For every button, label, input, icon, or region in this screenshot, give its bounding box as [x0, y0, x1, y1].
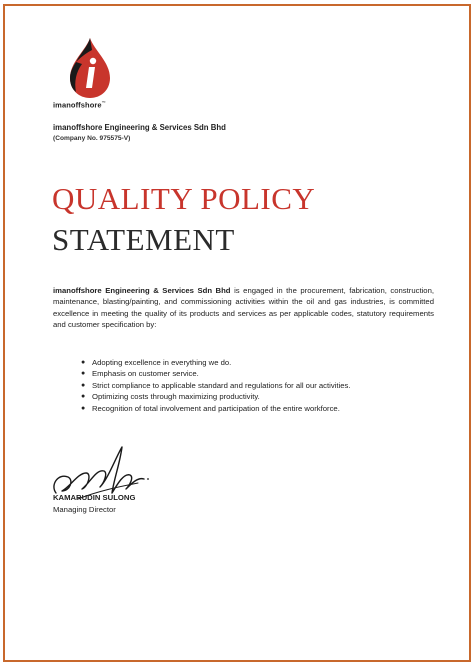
- title-statement: STATEMENT: [52, 222, 235, 257]
- list-item: ● Recognition of total involvement and participation of the entire workforce.: [81, 403, 340, 413]
- signatory-position: Managing Director: [53, 505, 116, 514]
- bullet-icon: ●: [81, 370, 86, 378]
- policy-list: [81, 357, 432, 414]
- list-item: ● Adopting excellence in everything we do.: [81, 358, 232, 367]
- company-logo-icon: [64, 36, 116, 100]
- bullet-icon: ●: [81, 393, 86, 401]
- logo-wordmark: imanoffshore™: [53, 100, 106, 110]
- page-border: [3, 4, 471, 662]
- list-item: ● Optimizing costs through maximizing productivity.: [81, 392, 260, 402]
- bullet-icon: ●: [81, 359, 86, 366]
- company-name: imanoffshore Engineering & Services Sdn Bhd: [53, 123, 226, 132]
- signatory-name: KAMARUDIN SULONG: [53, 493, 136, 502]
- document-page: [12, 13, 462, 653]
- company-number: (Company No. 975575-V): [53, 135, 131, 142]
- title-quality-policy: QUALITY POLICY: [52, 181, 316, 216]
- list-item: ● Strict compliance to applicable standard and regulations for all our activities.: [81, 380, 351, 390]
- bullet-icon: ●: [81, 381, 86, 389]
- bullet-icon: ●: [81, 404, 86, 412]
- intro-paragraph: [53, 285, 434, 331]
- list-item: ● Emphasis on customer service.: [81, 369, 199, 379]
- intro-company-name: imanoffshore Engineering & Services Sdn Bhd: [53, 286, 231, 295]
- intro-text: is engaged in the procurement, fabrication, construction, maintenance, blasting/painting, and commissioning activities within the oil and gas industries, is committed excellence in meeting the quality of its products and services as per applicable codes, statutory requirements and customer specification by:: [53, 286, 434, 330]
